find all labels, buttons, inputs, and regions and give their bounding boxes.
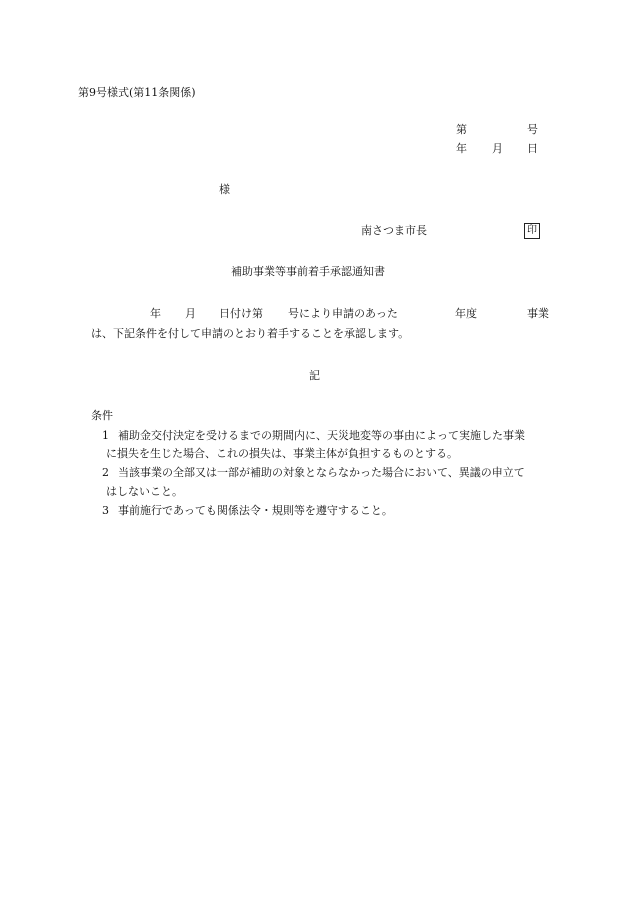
condition-1-text-cont: に損失を生じた場合、これの損失は、事業主体が負担するものとする。 — [106, 447, 458, 460]
form-label: 第9号様式(第11条関係) — [78, 86, 196, 99]
body-approval-text: は、下記条件を付して申請のとおり着手することを承認します。 — [91, 327, 410, 340]
condition-3-number: 3 — [102, 504, 109, 517]
condition-2-number: 2 — [102, 466, 109, 479]
date-month: 月 — [492, 142, 503, 155]
condition-1-number: 1 — [102, 429, 109, 442]
condition-3-text: 事前施行であっても関係法令・規則等を遵守すること。 — [118, 504, 393, 517]
doc-number-dai: 第 — [456, 123, 467, 136]
addressee-suffix: 様 — [219, 183, 230, 196]
body-year: 年 — [150, 307, 161, 320]
condition-2-text: 当該事業の全部又は一部が補助の対象とならなかった場合において、異議の申立て — [118, 466, 525, 479]
body-project: 事業 — [527, 307, 549, 320]
date-year: 年 — [456, 142, 467, 155]
date-day: 日 — [527, 142, 538, 155]
issuer-name: 南さつま市長 — [361, 224, 427, 237]
doc-number-go: 号 — [527, 123, 538, 136]
ki-heading: 記 — [309, 369, 320, 382]
body-fiscal-year: 年度 — [455, 307, 477, 320]
condition-2-text-cont: はしないこと。 — [106, 485, 183, 498]
condition-1-text: 補助金交付決定を受けるまでの期間内に、天災地変等の事由によって実施した事業 — [118, 429, 525, 442]
conditions-heading: 条件 — [91, 409, 113, 422]
document-title: 補助事業等事前着手承認通知書 — [231, 265, 385, 278]
body-month: 月 — [185, 307, 196, 320]
body-date-ref: 日付け第 — [219, 307, 263, 320]
body-go-ref: 号により申請のあった — [288, 307, 398, 320]
issuer-seal: 印 — [524, 223, 540, 239]
